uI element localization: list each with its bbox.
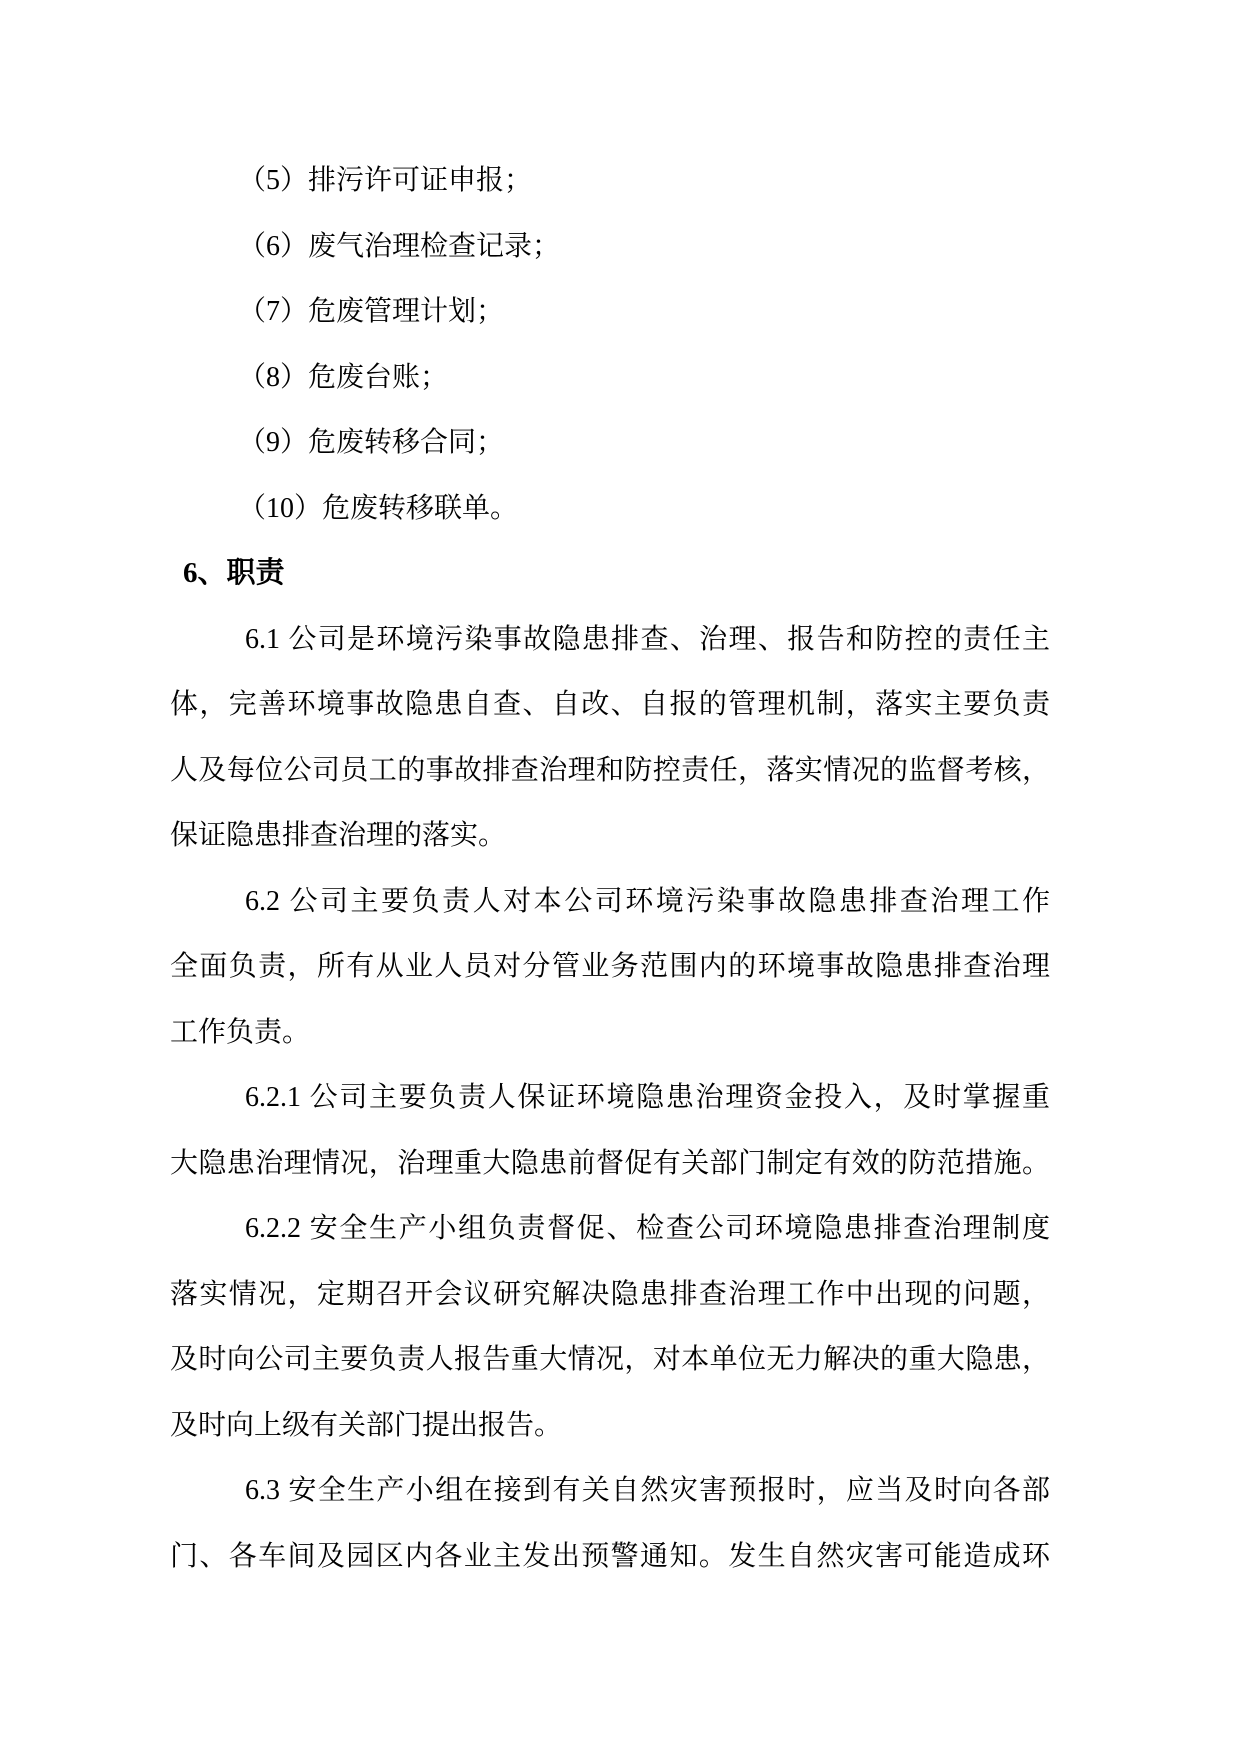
list-item-10: （10）危废转移联单。 (238, 492, 519, 524)
paragraph-line: 6.2 公司主要负责人对本公司环境污染事故隐患排查治理工作 (245, 885, 1050, 917)
paragraph-line: 门、各车间及园区内各业主发出预警通知。发生自然灾害可能造成环 (170, 1540, 1050, 1572)
list-item-8: （8）危废台账； (238, 361, 449, 393)
list-item-7: （7）危废管理计划； (238, 296, 505, 327)
paragraph-6-2-2 (170, 1196, 1050, 1458)
paragraph-line: 工作负责。 (170, 1016, 311, 1048)
paragraph-line: 全面负责，所有从业人员对分管业务范围内的环境事故隐患排查治理 (170, 951, 1050, 982)
document-content (170, 148, 1050, 1589)
paragraph-6-1 (170, 607, 1050, 869)
paragraph-6-2 (170, 869, 1050, 1066)
paragraph-line: 落实情况，定期召开会议研究解决隐患排查治理工作中出现的问题， (170, 1278, 1050, 1310)
paragraph-line: 6.1 公司是环境污染事故隐患排查、治理、报告和防控的责任主 (245, 623, 1050, 655)
paragraph-line: 体，完善环境事故隐患自查、自改、自报的管理机制，落实主要负责 (170, 689, 1050, 720)
paragraph-line: 6.2.1 公司主要负责人保证环境隐患治理资金投入，及时掌握重 (245, 1082, 1050, 1113)
paragraph-line: 及时向上级有关部门提出报告。 (170, 1409, 563, 1441)
paragraph-line: 6.2.2 安全生产小组负责督促、检查公司环境隐患排查治理制度 (245, 1213, 1050, 1244)
paragraph-line: 6.3 安全生产小组在接到有关自然灾害预报时，应当及时向各部 (245, 1475, 1050, 1506)
paragraph-6-3 (170, 1458, 1050, 1589)
paragraph-line: 及时向公司主要负责人报告重大情况，对本单位无力解决的重大隐患， (170, 1344, 1050, 1375)
list-item-5: （5）排污许可证申报； (238, 165, 533, 196)
section-heading-responsibilities: 6、职责 (183, 557, 285, 589)
list-item-6: （6）废气治理检查记录； (238, 230, 561, 262)
paragraph-line: 人及每位公司员工的事故排查治理和防控责任，落实情况的监督考核， (170, 754, 1050, 786)
paragraph-line: 大隐患治理情况，治理重大隐患前督促有关部门制定有效的防范措施。 (170, 1147, 1050, 1179)
paragraph-6-2-1 (170, 1065, 1050, 1196)
list-item-9: （9）危废转移合同； (238, 427, 505, 458)
paragraph-line: 保证隐患排查治理的落实。 (170, 820, 507, 851)
